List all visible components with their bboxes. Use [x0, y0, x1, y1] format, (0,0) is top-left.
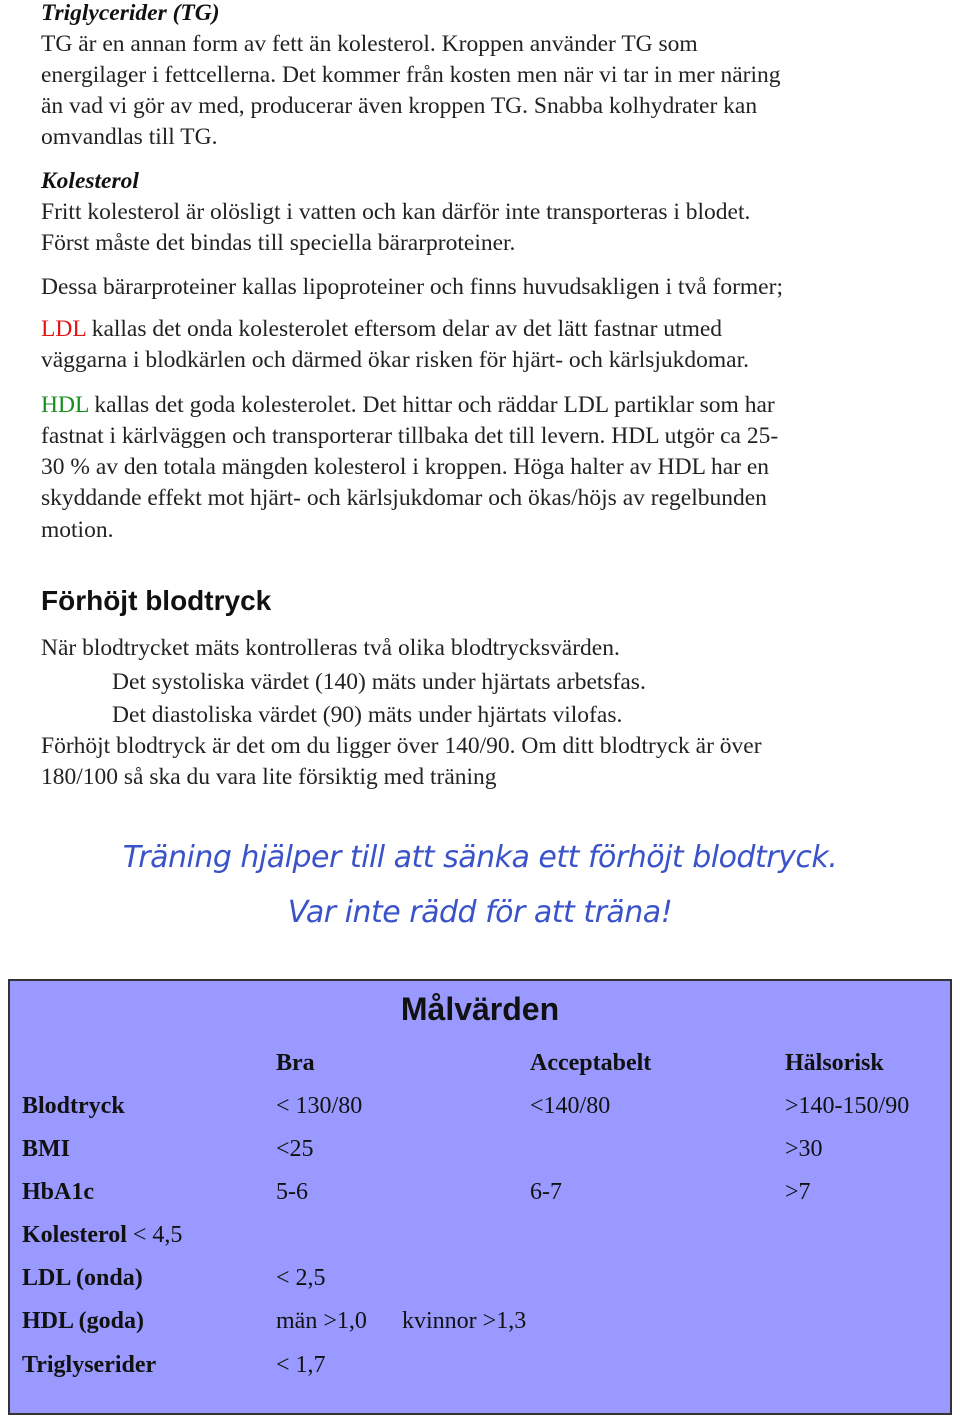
- cell-hba1c-halsorisk: >7: [785, 1179, 811, 1205]
- cell-blodtryck-bra: < 130/80: [276, 1093, 363, 1119]
- cell-kolesterol-value: < 4,5: [126, 1222, 183, 1248]
- cell-blodtryck-halsorisk: >140-150/90: [785, 1093, 910, 1119]
- cell-blodtryck-acceptabelt: <140/80: [530, 1093, 611, 1119]
- hdl-description-line: motion.: [41, 517, 114, 543]
- target-values-box: [8, 979, 952, 1415]
- systolic-line: Det systoliska värdet (140) mäts under hjärtats arbetsfas.: [112, 669, 646, 695]
- tg-paragraph-line: omvandlas till TG.: [41, 124, 218, 150]
- ldl-line: [41, 314, 722, 344]
- tg-paragraph-line: än vad vi gör av med, producerar även kroppen TG. Snabba kolhydrater kan: [41, 93, 758, 119]
- column-header-acceptabelt: Acceptabelt: [530, 1050, 652, 1076]
- hdl-description: kallas det goda kolesterolet. Det hittar och räddar LDL partiklar som har: [88, 392, 775, 418]
- kolesterol-heading: Kolesterol: [41, 168, 139, 194]
- column-header-halsorisk: Hälsorisk: [785, 1050, 884, 1076]
- kolesterol-paragraph-line: Fritt kolesterol är olösligt i vatten och kan därför inte transporteras i blodet.: [41, 199, 751, 225]
- diastolic-line: Det diastoliska värdet (90) mäts under hjärtats vilofas.: [112, 702, 623, 728]
- cell-hba1c-acceptabelt: 6-7: [530, 1179, 562, 1205]
- target-values-title: Målvärden: [400, 991, 560, 1027]
- ldl-description: kallas det onda kolesterolet eftersom delar av det lätt fastnar utmed: [85, 316, 723, 342]
- row-label-hdl: HDL (goda): [22, 1308, 145, 1334]
- hdl-line: [41, 390, 775, 420]
- row-label-bmi: BMI: [22, 1136, 70, 1162]
- row-kolesterol: [22, 1220, 182, 1250]
- tg-heading: Triglycerider (TG): [41, 0, 220, 26]
- column-header-bra: Bra: [276, 1050, 315, 1076]
- cell-hba1c-bra: 5-6: [276, 1179, 308, 1205]
- cell-bmi-bra: <25: [276, 1136, 314, 1162]
- hdl-description-line: 30 % av den totala mängden kolesterol i kroppen. Höga halter av HDL har en: [41, 454, 770, 480]
- blodtryck-paragraph-line: 180/100 så ska du vara lite försiktig med träning: [41, 764, 497, 790]
- ldl-label: LDL: [41, 316, 86, 342]
- row-label-blodtryck: Blodtryck: [22, 1093, 125, 1119]
- cell-bmi-halsorisk: >30: [785, 1136, 823, 1162]
- cell-triglyserider-bra: < 1,7: [276, 1352, 326, 1378]
- row-label-hba1c: HbA1c: [22, 1179, 94, 1205]
- blodtryck-paragraph-line: Förhöjt blodtryck är det om du ligger över 140/90. Om ditt blodtryck är över: [41, 733, 762, 759]
- lipoprotein-intro: Dessa bärarproteiner kallas lipoproteiner och finns huvudsakligen i två former;: [41, 274, 783, 300]
- cell-hdl-women: kvinnor >1,3: [402, 1308, 527, 1334]
- row-label-triglyserider: Triglyserider: [22, 1352, 157, 1378]
- cell-ldl-bra: < 2,5: [276, 1265, 326, 1291]
- hdl-label: HDL: [41, 392, 89, 418]
- blodtryck-intro: När blodtrycket mäts kontrolleras två olika blodtrycksvärden.: [41, 635, 620, 661]
- cell-hdl-men: män >1,0: [276, 1308, 367, 1334]
- tg-paragraph-line: TG är en annan form av fett än kolesterol. Kroppen använder TG som: [41, 31, 698, 57]
- row-label-kolesterol: Kolesterol: [22, 1222, 127, 1248]
- blodtryck-title: Förhöjt blodtryck: [41, 585, 272, 616]
- tg-paragraph-line: energilager i fettcellerna. Det kommer från kosten men när vi tar in mer näring: [41, 62, 781, 88]
- ldl-description-line: väggarna i blodkärlen och därmed ökar risken för hjärt- och kärlsjukdomar.: [41, 347, 750, 373]
- training-callout-line: Var inte rädd för att träna!: [287, 895, 673, 930]
- training-callout-line: Träning hjälper till att sänka ett förhöjt blodtryck.: [122, 840, 838, 875]
- row-label-ldl: LDL (onda): [22, 1265, 143, 1291]
- hdl-description-line: fastnat i kärlväggen och transporterar tillbaka det till levern. HDL utgör ca 25-: [41, 423, 779, 449]
- kolesterol-paragraph-line: Först måste det bindas till speciella bärarproteiner.: [41, 230, 516, 256]
- hdl-description-line: skyddande effekt mot hjärt- och kärlsjukdomar och ökas/höjs av regelbunden: [41, 485, 767, 511]
